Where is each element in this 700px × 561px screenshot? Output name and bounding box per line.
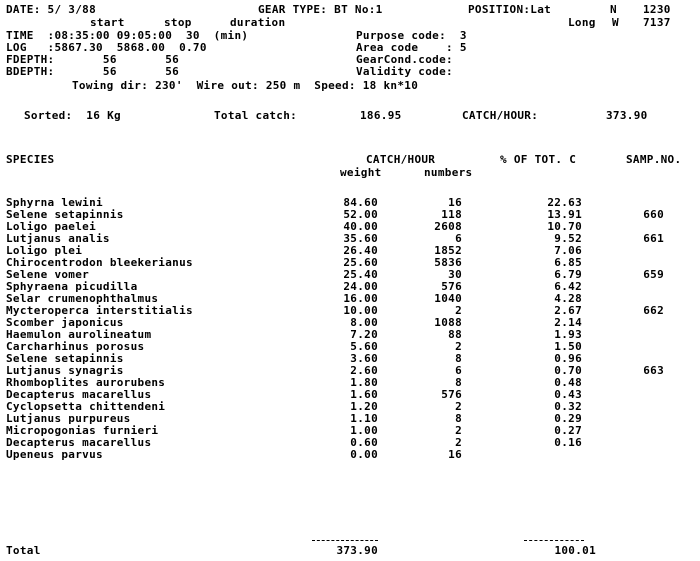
time-line: TIME :08:35:00 09:05:00 30 (min) (6, 29, 249, 42)
catch-weight: 5.60 (350, 340, 378, 353)
pct-of-total: 0.29 (554, 412, 582, 425)
pct-of-total: 4.28 (554, 292, 582, 305)
pct-of-total: 1.50 (554, 340, 582, 353)
catch-hour-value: 373.90 (606, 109, 648, 122)
total-label: Total (6, 544, 41, 557)
catch-weight: 10.00 (343, 304, 378, 317)
species-name: Micropogonias furnieri (6, 424, 159, 437)
pct-of-total: 1.93 (554, 328, 582, 341)
species-name: Decapterus macarellus (6, 388, 152, 401)
catch-numbers: 88 (448, 328, 462, 341)
catch-weight: 7.20 (350, 328, 378, 341)
species-name: Carcharhinus porosus (6, 340, 145, 353)
pct-of-total: 6.79 (554, 268, 582, 281)
area-code: Area code : 5 (356, 41, 467, 54)
pct-of-total: 0.32 (554, 400, 582, 413)
pct-of-total: 0.16 (554, 436, 582, 449)
pct-of-total: 0.43 (554, 388, 582, 401)
pct-of-total: 10.70 (547, 220, 582, 233)
catch-weight: 1.10 (350, 412, 378, 425)
catch-weight: 35.60 (343, 232, 378, 245)
catch-numbers: 5836 (434, 256, 462, 269)
species-name: Upeneus parvus (6, 448, 103, 461)
catch-numbers: 8 (455, 376, 462, 389)
towing-line: Towing dir: 230' Wire out: 250 m Speed: 18 kn*10 (72, 79, 419, 92)
catch-hour-label: CATCH/HOUR: (462, 109, 539, 122)
col-pct-of-total: % OF TOT. C (500, 153, 577, 166)
catch-numbers: 2 (455, 424, 462, 437)
catch-numbers: 2 (455, 436, 462, 449)
lat-value: 1230 (643, 3, 671, 16)
pct-of-total: 6.85 (554, 256, 582, 269)
pct-of-total: 0.70 (554, 364, 582, 377)
total-catch-label: Total catch: (214, 109, 298, 122)
catch-numbers: 118 (441, 208, 462, 221)
sub-numbers: numbers (424, 166, 473, 179)
validity-code: Validity code: (356, 65, 453, 78)
catch-weight: 84.60 (343, 196, 378, 209)
catch-weight: 24.00 (343, 280, 378, 293)
purpose-code: Purpose code: 3 (356, 29, 467, 42)
species-name: Haemulon aurolineatum (6, 328, 152, 341)
gear-cond-code: GearCond.code: (356, 53, 453, 66)
catch-weight: 1.20 (350, 400, 378, 413)
species-name: Mycteroperca interstitialis (6, 304, 193, 317)
pct-of-total: 22.63 (547, 196, 582, 209)
species-name: Lutjanus purpureus (6, 412, 131, 425)
species-name: Chirocentrodon bleekerianus (6, 256, 193, 269)
species-name: Lutjanus synagris (6, 364, 124, 377)
position-label: POSITION:Lat (468, 3, 552, 16)
catch-weight: 40.00 (343, 220, 378, 233)
catch-numbers: 2 (455, 304, 462, 317)
species-name: Loligo plei (6, 244, 83, 257)
catch-weight: 0.00 (350, 448, 378, 461)
total-pct-rule (524, 540, 584, 541)
col-start: start (90, 16, 125, 29)
gear-type: GEAR TYPE: BT No:1 (258, 3, 383, 16)
catch-numbers: 576 (441, 388, 462, 401)
species-name: Selene setapinnis (6, 352, 124, 365)
species-name: Scomber japonicus (6, 316, 124, 329)
catch-numbers: 2 (455, 400, 462, 413)
col-stop: stop (164, 16, 192, 29)
catch-numbers: 6 (455, 364, 462, 377)
catch-weight: 1.60 (350, 388, 378, 401)
col-catch-hour: CATCH/HOUR (366, 153, 436, 166)
pct-of-total: 7.06 (554, 244, 582, 257)
catch-numbers: 576 (441, 280, 462, 293)
long-value: 7137 (643, 16, 671, 29)
catch-numbers: 8 (455, 352, 462, 365)
sample-number: 662 (643, 304, 664, 317)
catch-numbers: 1040 (434, 292, 462, 305)
log-line: LOG :5867.30 5868.00 0.70 (6, 41, 207, 54)
sorted-weight: Sorted: 16 Kg (24, 109, 121, 122)
col-species: SPECIES (6, 153, 55, 166)
sample-number: 660 (643, 208, 664, 221)
pct-of-total: 0.27 (554, 424, 582, 437)
pct-of-total: 6.42 (554, 280, 582, 293)
catch-weight: 3.60 (350, 352, 378, 365)
species-name: Lutjanus analis (6, 232, 110, 245)
catch-numbers: 6 (455, 232, 462, 245)
pct-of-total: 2.14 (554, 316, 582, 329)
catch-weight: 16.00 (343, 292, 378, 305)
bdepth-line: BDEPTH: 56 56 (6, 65, 180, 78)
pct-of-total: 9.52 (554, 232, 582, 245)
total-weight-rule (312, 540, 378, 541)
sample-number: 663 (643, 364, 664, 377)
total-catch-value: 186.95 (360, 109, 402, 122)
catch-weight: 8.00 (350, 316, 378, 329)
total-pct: 100.01 (554, 544, 596, 557)
sample-number: 659 (643, 268, 664, 281)
species-name: Decapterus macarellus (6, 436, 152, 449)
lat-hemisphere: N (610, 3, 617, 16)
catch-numbers: 1088 (434, 316, 462, 329)
fdepth-line: FDEPTH: 56 56 (6, 53, 180, 66)
catch-numbers: 8 (455, 412, 462, 425)
catch-weight: 0.60 (350, 436, 378, 449)
species-name: Selar crumenophthalmus (6, 292, 159, 305)
catch-numbers: 2608 (434, 220, 462, 233)
species-name: Rhomboplites aurorubens (6, 376, 166, 389)
long-hemisphere: W (612, 16, 619, 29)
catch-numbers: 2 (455, 340, 462, 353)
sub-weight: weight (340, 166, 382, 179)
species-name: Selene vomer (6, 268, 90, 281)
pct-of-total: 0.48 (554, 376, 582, 389)
species-name: Selene setapinnis (6, 208, 124, 221)
catch-weight: 2.60 (350, 364, 378, 377)
col-duration: duration (230, 16, 286, 29)
catch-weight: 25.60 (343, 256, 378, 269)
pct-of-total: 0.96 (554, 352, 582, 365)
catch-numbers: 16 (448, 448, 462, 461)
sample-number: 661 (643, 232, 664, 245)
species-name: Sphyraena picudilla (6, 280, 138, 293)
catch-numbers: 30 (448, 268, 462, 281)
date: DATE: 5/ 3/88 (6, 3, 96, 16)
pct-of-total: 13.91 (547, 208, 582, 221)
catch-weight: 52.00 (343, 208, 378, 221)
col-samp-no: SAMP.NO. (626, 153, 682, 166)
total-weight: 373.90 (336, 544, 378, 557)
catch-weight: 26.40 (343, 244, 378, 257)
species-name: Cyclopsetta chittendeni (6, 400, 166, 413)
catch-weight: 1.80 (350, 376, 378, 389)
catch-weight: 25.40 (343, 268, 378, 281)
catch-numbers: 1852 (434, 244, 462, 257)
catch-numbers: 16 (448, 196, 462, 209)
species-name: Sphyrna lewini (6, 196, 103, 209)
pct-of-total: 2.67 (554, 304, 582, 317)
long-label: Long (568, 16, 596, 29)
catch-weight: 1.00 (350, 424, 378, 437)
species-name: Loligo paelei (6, 220, 96, 233)
